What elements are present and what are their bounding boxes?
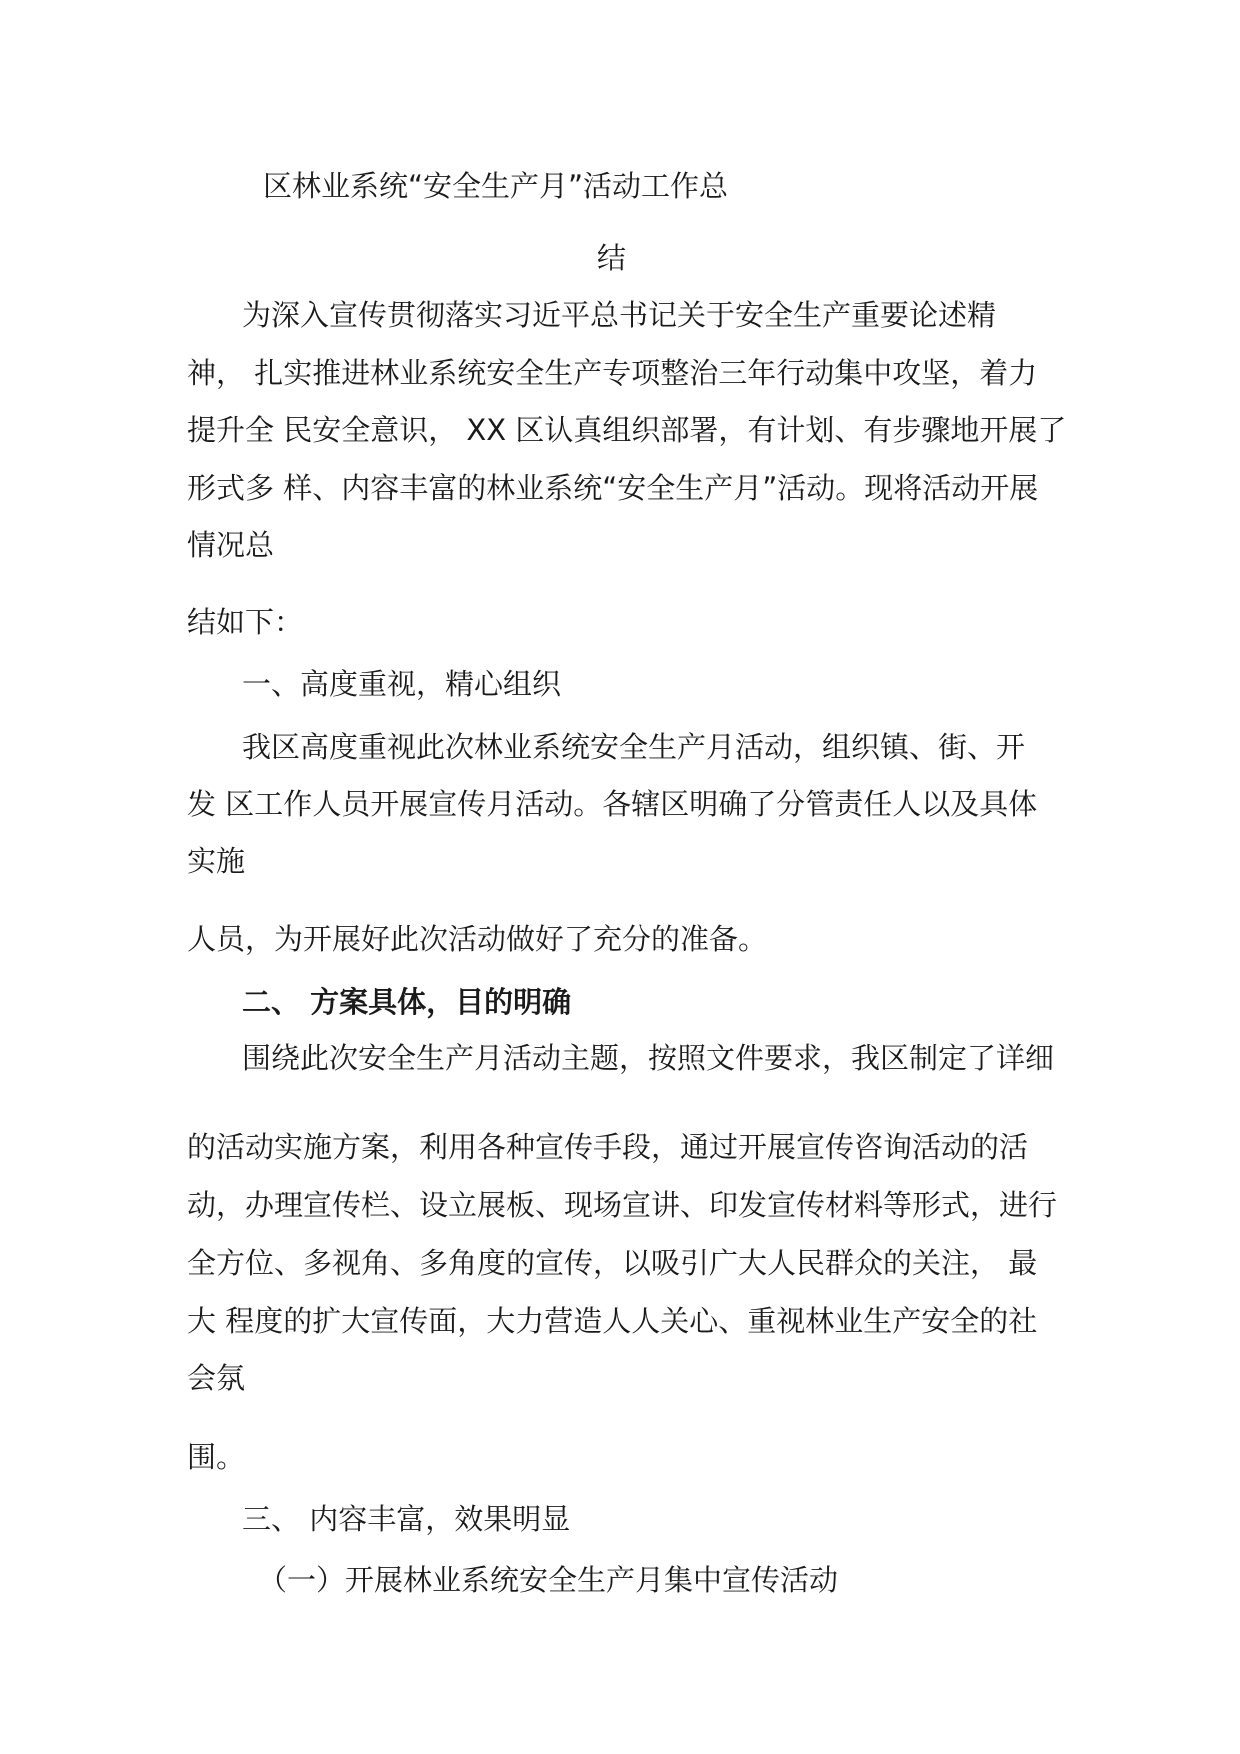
document-title-line-2: 结	[597, 241, 627, 275]
section-2-line-7: 围。	[187, 1440, 246, 1474]
section-1-line-4: 人员，为开展好此次活动做好了充分的准备。	[187, 922, 768, 956]
intro-line-5: 情况总	[187, 528, 275, 562]
section-1-line-1: 我区高度重视此次林业系统安全生产月活动，组织镇、街、开	[242, 730, 1026, 764]
document-title-line-1: 区林业系统“安全生产月”活动工作总	[263, 169, 729, 203]
section-3-subheading-1: （一）开展林业系统安全生产月集中宣传活动	[258, 1563, 839, 1597]
section-2-line-4: 全方位、多视角、多角度的宣传，以吸引广大人民群众的关注， 最	[187, 1246, 1038, 1280]
section-1-line-3: 实施	[187, 844, 246, 878]
section-2-line-3: 动，办理宣传栏、设立展板、现场宣讲、印发宣传材料等形式，进行	[187, 1188, 1058, 1222]
intro-line-3: 提升全 民安全意识， XX 区认真组织部署，有计划、有步骤地开展了	[187, 413, 1067, 447]
intro-line-6: 结如下：	[187, 605, 304, 639]
intro-line-1: 为深入宣传贯彻落实习近平总书记关于安全生产重要论述精	[242, 298, 997, 332]
section-2-line-1: 围绕此次安全生产月活动主题，按照文件要求，我区制定了详细	[242, 1041, 1055, 1075]
section-2-line-2: 的活动实施方案，利用各种宣传手段，通过开展宣传咨询活动的活	[187, 1130, 1029, 1164]
intro-line-2: 神， 扎实推进林业系统安全生产专项整治三年行动集中攻坚，着力	[187, 356, 1038, 390]
section-2-line-5: 大 程度的扩大宣传面，大力营造人人关心、重视林业生产安全的社	[187, 1304, 1038, 1338]
section-1-line-2: 发 区工作人员开展宣传月活动。各辖区明确了分管责任人以及具体	[187, 787, 1038, 821]
intro-line-4: 形式多 样、内容丰富的林业系统“安全生产月”活动。现将活动开展	[187, 471, 1039, 505]
section-2-heading: 二、 方案具体，目的明确	[242, 985, 572, 1019]
section-3-heading: 三、 内容丰富，效果明显	[242, 1502, 571, 1536]
section-1-heading: 一、高度重视，精心组织	[242, 667, 562, 701]
section-2-line-6: 会氛	[187, 1361, 246, 1395]
